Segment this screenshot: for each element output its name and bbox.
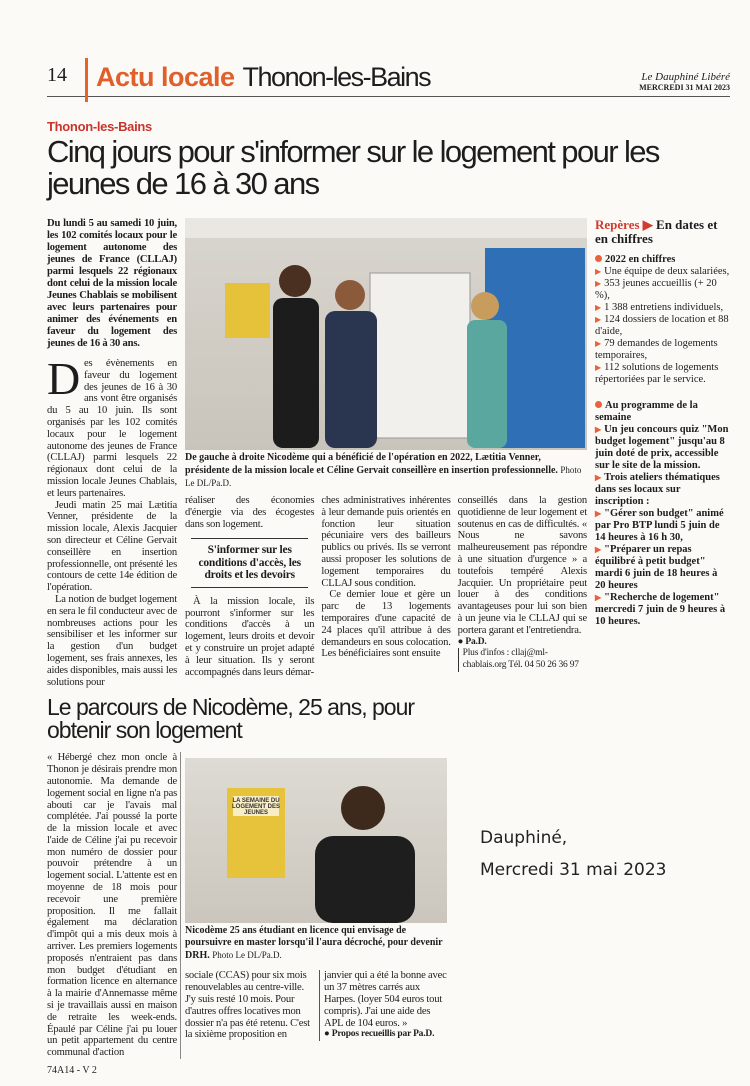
article2-main-area: [185, 752, 450, 1041]
article2-column-3: [319, 970, 449, 1041]
paragraph: La notion de budget logement en sera le fil conducteur avec de nombreuses actions pour les sensibiliser et les informer sur la gestion d'un budget logement, ses frais annexes, les aides disponibles, mais aussi les solutions pour: [47, 593, 177, 688]
sidebar-heading: Au programme de la semaine: [595, 400, 698, 423]
paragraph: es évènements en faveur du logement des jeunes de 16 à 30 ans vont être organisés du 5 au 10 juin. Ils sont organisés par les 102 comités locaux pour le logement autonome des jeunes de France (CLLAJ) parmi lesquels 22 régionaux dont celui de la mission locale Jeunes Chablais, et leurs partenaires.: [47, 358, 177, 499]
article-intro: Du lundi 5 au samedi 10 juin, les 102 comités locaux pour le logement autonome des jeunes de France (CLLAJ) parmi lesquels 22 régionaux dont celui de la mission locale Jeunes Chablais se mobilisent avec leurs partenaires pour animer des événements en faveur du logement des jeunes de 16 à 30 ans.: [47, 218, 177, 349]
paragraph: réaliser des économies d'énergie via des écogestes dans son logement.: [185, 495, 315, 530]
masthead: [639, 71, 730, 92]
list-item: ▶ "Gérer son budget" animé par Pro BTP lundi 5 juin de 14 heures à 16 h 30,: [595, 508, 724, 543]
annotation-line: Dauphiné,: [480, 828, 568, 849]
section-bar: [85, 58, 88, 102]
article-column-2: [185, 495, 314, 678]
list-item: ▶ 353 jeunes accueillis (+ 20 %),: [595, 278, 717, 301]
photo-illustration: [185, 218, 587, 450]
annotation-line: Mercredi 31 mai 2023: [480, 860, 667, 881]
source-annotation: [480, 822, 667, 886]
poster-text: LA SEMAINE DU LOGEMENT DES JEUNES: [231, 798, 280, 817]
page-header: [47, 58, 730, 97]
newspaper-name: Le Dauphiné Libéré: [641, 71, 730, 83]
list-item: ▶ 79 demandes de logements temporaires,: [595, 338, 718, 361]
subheading: S'informer sur les conditions d'accès, les droits et les devoirs: [191, 538, 308, 588]
article2-columns: [185, 970, 450, 1041]
article-column-3: [321, 495, 450, 678]
testimony-column: « Hébergé chez mon oncle à Thonon je désirais prendre mon autonomie. Ma demande de logement social en ligne n'a pas abouti car je l'avais mal complétée. J'ai poussé la porte de la mission locale et avec l'aide de Céline j'ai pu recevoir mon numéro de dossier pour pouvoir prétendre à un logement social. L'attente est en moyenne de 18 mois pour recevoir une première proposition. Il me fallait également ma déclaration d'impôt qui a mis deux mois à arriver. Les premiers logements proposés n'entraient pas dans mon budget d'étudiant en formation licence en alternance à la mairie d'Annemasse même si je travaillais aussi en maison de retraite les week-ends. Épaulé par Céline j'ai pu louer un petit appartement du centre communal d'action: [47, 752, 177, 1059]
list-item: ▶ Un jeu concours quiz "Mon budget logement" jusqu'au 8 juin doté de prix, accessible sur le site de la mission.: [595, 424, 729, 471]
article-headline: Cinq jours pour s'informer sur le logement pour les jeunes de 16 à 30 ans: [47, 134, 659, 201]
list-item: ▶ 1 388 entretiens individuels,: [595, 302, 724, 313]
sidebar-key-facts: [595, 218, 730, 628]
portrait-photo: [185, 758, 447, 923]
paragraph: janvier qui a été la bonne avec un 37 mètres carrés aux Harpes. (loyer 504 euros tout compris). J'ai une aide des APL de 104 euros. »: [324, 970, 447, 1029]
list-item: ▶ "Recherche de logement" mercredi 7 juin de 9 heures à 10 heures.: [595, 592, 726, 627]
photo-caption: [185, 452, 587, 490]
photo-caption: [185, 925, 450, 962]
list-item: ▶ Trois ateliers thématiques dans ses locaux sur inscription :: [595, 472, 720, 507]
paragraph: Jeudi matin 25 mai Lætitia Venner, présidente de la mission locale, Alexis Jacquier son directeur et Céline Gervait conseillère en insertion professionnelle, ont présenté les contours de cette 14e édition de l'opération.: [47, 499, 177, 594]
sidebar-heading: 2022 en chiffres: [595, 254, 730, 266]
author-signature: ● Pa.D.: [457, 636, 487, 647]
paragraph: À la mission locale, ils pourront s'informer sur les conditions d'accès à un logement, leurs droits et devoir et y construire un projet adapté à leur situation. Ils y seront accompagnés dans leurs démar-: [185, 595, 315, 678]
photo-illustration: [185, 758, 447, 923]
article-columns: [185, 495, 587, 678]
author-signature: ● Propos recueillis par Pa.D.: [324, 1029, 435, 1040]
drop-cap: D: [47, 353, 81, 404]
contact-info: Plus d'infos : cllaj@ml-chablais.org Tél. 04 50 26 36 97: [458, 648, 587, 672]
photo-credit: Photo Le DL/Pa.D.: [212, 950, 282, 961]
page-number: 14: [47, 63, 67, 86]
list-item: ▶ "Préparer un repas équilibré à petit budget" mardi 6 juin de 18 heures à 20 heures: [595, 544, 718, 591]
article-column-1: [47, 353, 177, 688]
article-kicker: Thonon-les-Bains: [47, 119, 152, 134]
section-town: Thonon-les-Bains: [242, 62, 431, 92]
paragraph: conseillés dans la gestion quotidienne de leur logement et soutenus en cas de difficultés. « Nous ne savons malheureusement pas répondre à une situation d'urgence » a toutefois tempéré Alexis Jacquier. Un propriétaire peut louer à des conditions avantageuses pour lui son bien à un jeune via le CLLAJ qui se portera garant et l'entretiendra.: [457, 495, 587, 636]
issue-date: MERCREDI 31 MAI 2023: [639, 83, 730, 92]
list-item: ▶ 124 dossiers de location et 88 d'aide,: [595, 314, 729, 337]
list-item: ▶ Une équipe de deux salariées,: [595, 266, 730, 277]
column-divider: [180, 752, 181, 1059]
photo-credit: Photo Le DL/Pa.D.: [185, 465, 582, 488]
article2-body: [47, 752, 730, 1059]
article2-column-2: sociale (CCAS) pour six mois renouvelables au centre-ville. J'y suis resté 10 mois. Pour d'autres offres locatives mon dossier n'a pas été retenu. C'est la sixième proposition en: [185, 970, 310, 1041]
section-title: Actu locale: [96, 62, 235, 92]
article-column-4: [458, 495, 587, 678]
group-photo: [185, 218, 587, 450]
article-main-area: [185, 218, 587, 678]
article2-title: Le parcours de Nicodème, 25 ans, pour obtenir son logement: [47, 694, 415, 744]
caption-text: Nicodème 25 ans étudiant en licence qui envisage de poursuivre en master lorsqu'il l'aura décroché, pour devenir DRH.: [185, 925, 443, 962]
article1-body: [47, 218, 730, 688]
page-code: 74A14 - V 2: [47, 1065, 97, 1077]
article-left-column: [47, 218, 177, 688]
paragraph: Ce dernier loue et gère un parc de 13 logements temporaires d'une capacité de 24 places qu'il attribue à des demandeurs en sous colocation. Les bénéficiaires sont ensuite: [321, 589, 451, 660]
paragraph: ches administratives inhérentes à leur demande puis orientés en fonction leur situation pécuniaire vers des bailleurs publics ou privés. Ils se verront aussi proposer les solutions de logement temporaires du CLLAJ sous condition.: [321, 495, 451, 589]
caption-text: De gauche à droite Nicodème qui a bénéficié de l'opération en 2022, Lætitia Venner, présidente de la mission locale et Céline Gervait conseillère en insertion professionnelle.: [185, 452, 558, 476]
sidebar-title: Repères ▶ En dates et en chiffres: [595, 217, 718, 246]
list-item: ▶ 112 solutions de logements répertoriées par le service.: [595, 362, 719, 385]
